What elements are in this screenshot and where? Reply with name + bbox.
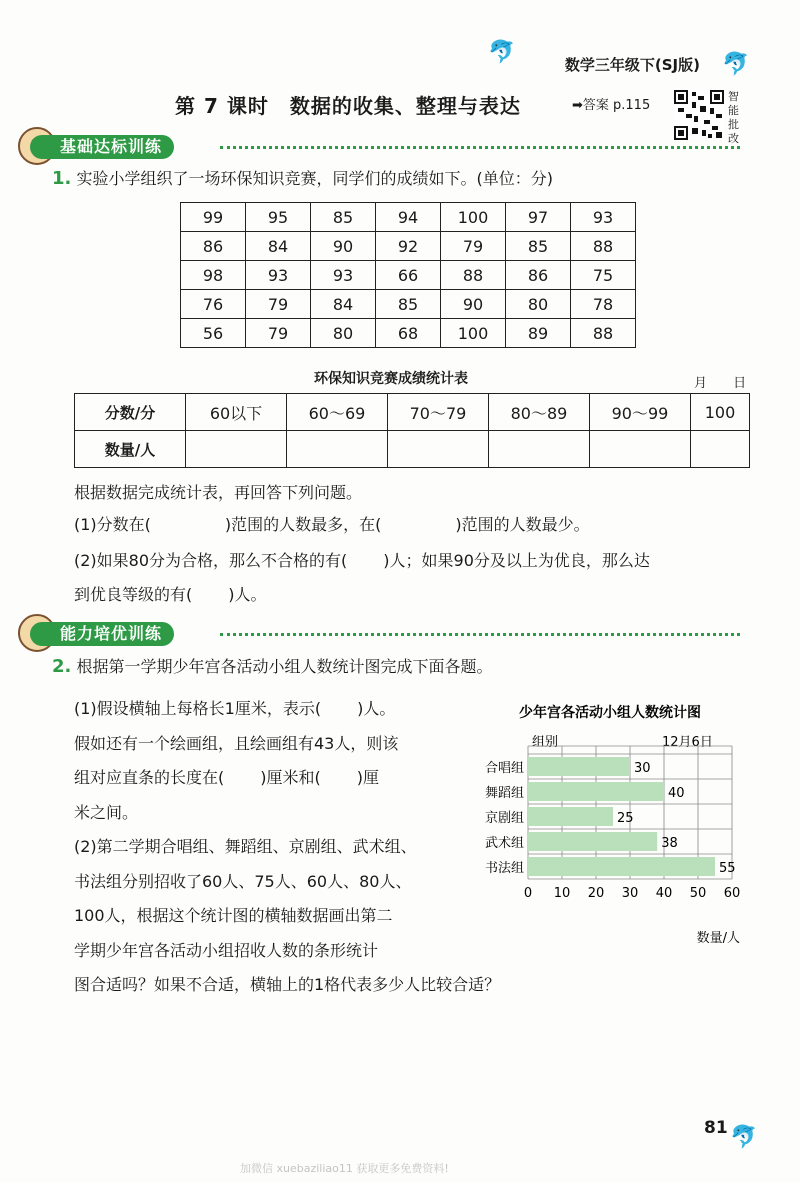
score-cell: 79 [246, 319, 311, 348]
q2-text: (1)假设横轴上每格长1厘米，表示( [74, 699, 322, 718]
score-range-cell: 70～79 [388, 394, 489, 431]
q2-line: 100人，根据这个统计图的横轴数据画出第二 [74, 906, 393, 925]
q1-sub2-text: )人。 [228, 585, 267, 604]
q1-sub1 [74, 514, 590, 536]
score-cell: 66 [376, 261, 441, 290]
score-cell: 75 [571, 261, 636, 290]
q2-text: 组对应直条的长度在( [74, 768, 225, 787]
scores-row [181, 232, 636, 261]
chart-date: 12月6日 [662, 735, 713, 750]
section-basic-training [0, 131, 800, 163]
scores-table-body [181, 203, 636, 348]
x-tick-label: 20 [587, 886, 605, 901]
bar-value-label: 25 [617, 811, 634, 826]
scores-row [181, 203, 636, 232]
score-cell: 68 [376, 319, 441, 348]
watermark: 加微信 xuebaziliao11 获取更多免费资料! [240, 1162, 449, 1175]
score-range-cell: 60～69 [287, 394, 388, 431]
score-cell: 79 [441, 232, 506, 261]
question-text: 根据第一学期少年宫各活动小组人数统计图完成下面各题。 [76, 657, 493, 676]
q2-line: 书法组分别招收了60人、75人、60人、80人、 [74, 871, 412, 891]
x-tick-label: 10 [553, 886, 571, 901]
stats-table [74, 393, 750, 468]
score-cell: 84 [246, 232, 311, 261]
stats-count-row [75, 431, 750, 468]
scores-row [181, 261, 636, 290]
q1-sub2-cont [74, 584, 267, 606]
q1-sub2-text: )人；如果90分及以上为优良，那么达 [383, 551, 650, 570]
score-cell: 93 [246, 261, 311, 290]
q2-line: 米之间。 [74, 802, 139, 822]
q2-line: (2)第二学期合唱组、舞蹈组、京剧组、武术组、 [74, 837, 417, 856]
score-cell: 94 [376, 203, 441, 232]
page-number: 81 [704, 1118, 728, 1138]
bar-value-label: 40 [668, 786, 685, 801]
qr-caption: 智能批改 [728, 90, 739, 145]
score-range-cell: 90～99 [590, 394, 691, 431]
score-cell: 92 [376, 232, 441, 261]
x-tick-label: 40 [655, 886, 673, 901]
score-cell: 79 [246, 290, 311, 319]
q1-sub1-text: )范围的人数最多，在( [224, 515, 382, 534]
score-cell: 85 [376, 290, 441, 319]
chart-category-labels [485, 761, 524, 876]
bar-2 [528, 782, 664, 801]
activity-group-bar-chart [470, 690, 750, 950]
score-cell: 95 [246, 203, 311, 232]
dotted-divider [220, 146, 740, 149]
category-label: 书法组 [484, 861, 524, 876]
category-label: 京剧组 [484, 811, 524, 826]
q2-line [74, 761, 474, 796]
score-cell: 78 [571, 290, 636, 319]
scores-row [181, 290, 636, 319]
score-cell: 93 [311, 261, 376, 290]
score-range-cell: 100 [691, 394, 750, 431]
score-cell: 93 [571, 203, 636, 232]
score-cell: 76 [181, 290, 246, 319]
q1-sub1-text: )范围的人数最少。 [455, 515, 590, 534]
score-cell: 85 [506, 232, 571, 261]
score-cell: 98 [181, 261, 246, 290]
score-cell: 86 [181, 232, 246, 261]
question-2-prompt [52, 656, 492, 678]
score-cell: 80 [311, 319, 376, 348]
bar-5 [528, 857, 715, 876]
bar-4 [528, 832, 657, 851]
score-range-cell: 80～89 [489, 394, 590, 431]
score-header-cell: 分数/分 [75, 394, 186, 431]
score-cell: 56 [181, 319, 246, 348]
score-cell: 84 [311, 290, 376, 319]
bar-3 [528, 807, 613, 826]
score-cell: 86 [506, 261, 571, 290]
question-1-prompt [52, 168, 553, 190]
count-header-cell: 数量/人 [75, 431, 186, 468]
question-number: 2. [52, 656, 72, 677]
date-month-day: 月 日 [694, 376, 747, 391]
count-answer-cell[interactable] [287, 431, 388, 468]
score-cell: 100 [441, 319, 506, 348]
q2-text: )厘米和( [260, 768, 321, 787]
chart-bars [528, 757, 736, 876]
bar-value-label: 30 [634, 761, 651, 776]
category-label: 合唱组 [484, 761, 524, 776]
category-label: 武术组 [484, 836, 524, 851]
q1-sub1-text: (1)分数在( [74, 515, 151, 534]
q2-line [74, 692, 474, 727]
q2-line: 假如还有一个绘画组，且绘画组有43人，则该 [74, 733, 399, 753]
score-cell: 88 [571, 319, 636, 348]
score-cell: 100 [441, 203, 506, 232]
q2-text: )人。 [357, 699, 396, 718]
score-cell: 97 [506, 203, 571, 232]
book-label: 数学三年级下(SJ版) [564, 56, 700, 74]
score-cell: 90 [311, 232, 376, 261]
dolphin-icon: 🐬 [722, 52, 750, 77]
chart-y-axis-label: 组别 [532, 735, 559, 750]
scores-table [180, 202, 636, 348]
stats-header-row [75, 394, 750, 431]
dolphin-icon: 🐬 [730, 1125, 758, 1150]
count-answer-cell[interactable] [186, 431, 287, 468]
count-answer-cell[interactable] [388, 431, 489, 468]
score-cell: 85 [311, 203, 376, 232]
score-cell: 88 [571, 232, 636, 261]
section-advanced-training [0, 618, 800, 650]
chart-title: 少年宫各活动小组人数统计图 [519, 705, 701, 721]
count-answer-cell[interactable] [590, 431, 691, 468]
bar-value-label: 38 [661, 836, 678, 851]
section-label: 能力培优训练 [30, 622, 174, 646]
scores-row [181, 319, 636, 348]
score-cell: 89 [506, 319, 571, 348]
dolphin-icon: 🐬 [488, 40, 516, 65]
answer-reference-link[interactable]: ➡答案 p.115 [572, 98, 651, 113]
stats-table-title: 环保知识竞赛成绩统计表 [314, 371, 468, 387]
score-cell: 80 [506, 290, 571, 319]
count-answer-cell[interactable] [489, 431, 590, 468]
q1-sub2-text: (2)如果80分为合格，那么不合格的有( [74, 551, 348, 570]
q2-part1 [74, 692, 501, 1003]
q2-line: 图合适吗？如果不合适，横轴上的1格代表多少人比较合适？ [74, 975, 501, 994]
q1-sub2 [74, 550, 650, 572]
q1-instruction: 根据数据完成统计表，再回答下列问题。 [74, 483, 363, 502]
bar-1 [528, 757, 630, 776]
bar-value-label: 55 [719, 861, 736, 876]
category-label: 舞蹈组 [484, 786, 524, 801]
question-number: 1. [52, 168, 72, 189]
q1-sub2-text: 到优良等级的有( [74, 585, 193, 604]
x-tick-label: 50 [689, 886, 707, 901]
count-answer-cell[interactable] [691, 431, 750, 468]
score-range-cell: 60以下 [186, 394, 287, 431]
dotted-divider [220, 633, 740, 636]
x-tick-label: 60 [723, 886, 741, 901]
score-cell: 99 [181, 203, 246, 232]
q2-line: 学期少年宫各活动小组招收人数的条形统计 [74, 940, 379, 960]
section-label: 基础达标训练 [30, 135, 174, 159]
chart-x-axis-label: 数量/人 [696, 931, 740, 946]
question-text: 实验小学组织了一场环保知识竞赛，同学们的成绩如下。(单位：分) [76, 169, 553, 188]
x-tick-label: 30 [621, 886, 639, 901]
q2-text: )厘 [356, 768, 379, 787]
score-cell: 88 [441, 261, 506, 290]
score-cell: 90 [441, 290, 506, 319]
lesson-title: 第 7 课时 数据的收集、整理与表达 [175, 94, 521, 118]
x-tick-label: 0 [523, 886, 533, 901]
chart-x-tick-labels [524, 886, 740, 901]
